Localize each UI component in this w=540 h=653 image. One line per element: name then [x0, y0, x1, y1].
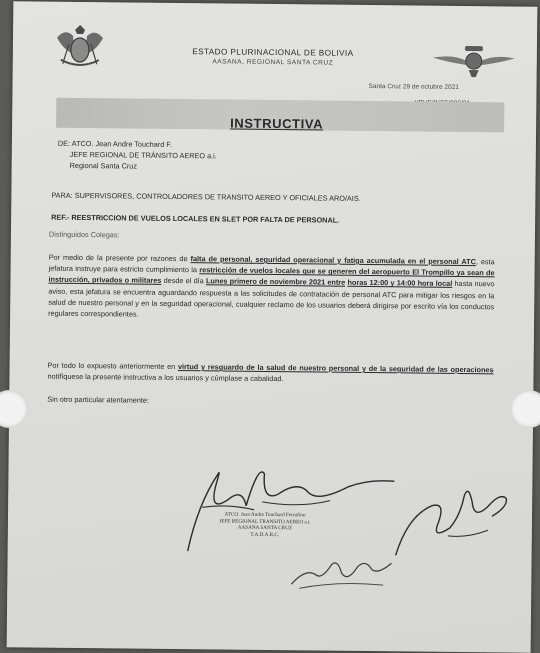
from-position: JEFE REGIONAL DE TRÁNSITO AEREO a.i. [69, 149, 217, 161]
stamp-unit: T.A.D.A.R.C. [250, 531, 280, 538]
p1-text-a: Por medio de la presente por razones de [48, 252, 191, 264]
p1-emphasis-fatigue: falta de personal, seguridad operacional y fatiga acumulada en el personal ATC [190, 254, 476, 267]
stamp-office: AASANA SANTA CRUZ [237, 524, 293, 532]
p1-text-c: , esta jefatura instruye para estricto cumplimiento la [48, 257, 495, 275]
stamp-name: ATCO. Jean Andre Touchard Ferrufino [224, 511, 306, 519]
office-name: AASANA, REGIONAL SANTA CRUZ [212, 58, 334, 67]
handwritten-initials [287, 544, 397, 593]
p2-text-c: notifíquese la presente instructiva a los usuarios y cúmplase a cabalidad. [47, 371, 284, 384]
from-region: Regional Santa Cruz [69, 160, 138, 171]
signature-stamp [210, 511, 320, 539]
p1-text-e: desde el día [161, 276, 207, 286]
greeting: Distinguidos Colegas: [48, 229, 120, 240]
body-paragraph-1 [48, 252, 495, 324]
p2-emphasis-health: virtud y resguardo de la salud de nuestro personal y de la seguridad de las operaciones [177, 362, 494, 375]
p1-emphasis-hours: horas 12:00 y 14:00 hora local [347, 278, 453, 289]
p1-emphasis-date: Lunes primero de noviembre 2021 entre [205, 276, 346, 288]
punch-hole-right [510, 390, 540, 428]
recipients-line: PARA: SUPERVISORES, CONTROLADORES DE TRANSITO AEREO Y OFICIALES ARO/AIS. [51, 190, 361, 203]
document-title: INSTRUCTIVA [230, 115, 324, 132]
p1-text-i: hasta nuevo aviso, esta jefatura se encuentra aguardando respuesta a las solicitudes de contratación de personal ATC para mitigar los riesgos en la salud de nuestro personal y en la seguridad operacional, cualquier reclamo de los usuarios deberá dirigirse por escrito vía los conductos regulares correspondientes. [48, 279, 495, 319]
closing-line: Sin otro particular atentamente: [47, 394, 150, 405]
p2-text-a: Por todo lo expuesto anteriormente en [47, 360, 179, 372]
aasana-wings-logo [431, 44, 517, 81]
institution-name: ESTADO PLURINACIONAL DE BOLIVIA [192, 47, 354, 58]
document-page [7, 1, 538, 652]
body-paragraph-2 [47, 360, 493, 387]
p1-emphasis-restriction: restricción de vuelos locales que se generen del aeropuerto El Trompillo ya sean de instrucción, privados o militares [48, 265, 495, 286]
coat-of-arms-logo [51, 24, 109, 73]
document-date: Santa Cruz 29 de octubre 2021 [368, 82, 459, 91]
from-line: DE: ATCO. Jean Andre Touchard F. [57, 138, 173, 149]
handwritten-signature-right [388, 475, 529, 566]
stamp-position: JEFE REGIONAL TRANSITO AEREO a.i. [219, 518, 311, 526]
reference-line: REF.- REESTRICCION DE VUELOS LOCALES EN SLET POR FALTA DE PERSONAL. [51, 212, 340, 225]
